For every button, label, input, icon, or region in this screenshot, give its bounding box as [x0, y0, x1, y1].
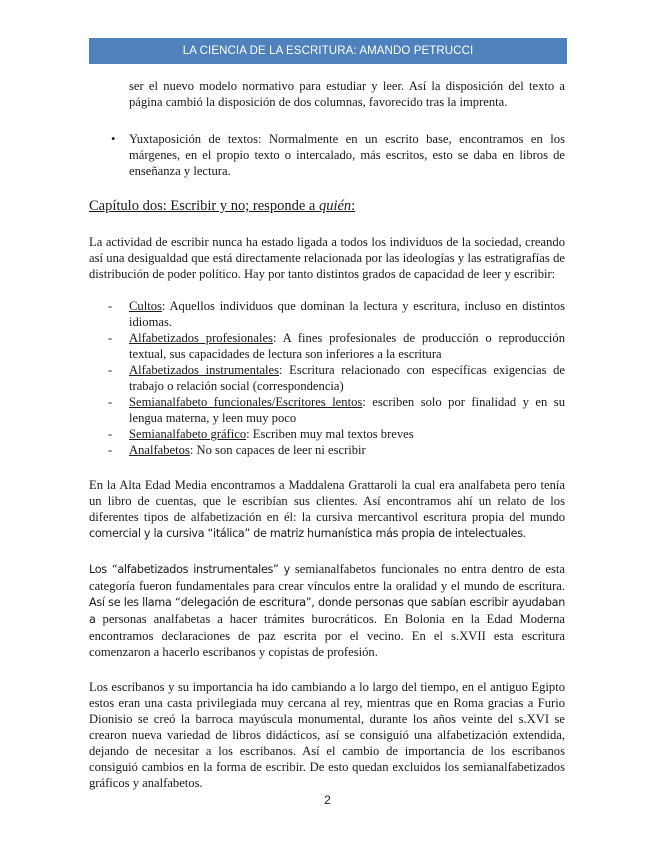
- chapter-title-prefix: Capítulo dos: Escribir y no; responde a: [89, 198, 319, 214]
- list-item: [89, 394, 565, 426]
- literacy-levels-list: [89, 298, 565, 458]
- list-item-desc: : escriben solo por finalidad y en su lengua materna, y leen muy poco: [129, 395, 565, 425]
- dash-marker: -: [108, 443, 113, 457]
- list-item: [89, 442, 565, 458]
- para1-text: En la Alta Edad Media encontramos a Maddalena Grattaroli la cual era analfabeta pero tenía un libro de cuentas, que le escribían sus clientes. Así encontramos ahí un relato de los diferentes tipos de alfabetización en él: la cursiva mercantivol escritura propia del mundo: [89, 478, 565, 524]
- para2-text-1: semianalfabetos funcionales no entra dentro de esta categoría fueron fundamentales para crear vínculos entre la oralidad y el mundo de escritura.: [89, 562, 565, 593]
- intro-paragraph: La actividad de escribir nunca ha estado ligada a todos los individuos de la sociedad, creando así una desigualdad que está directamente relacionada por las ideologías y las estratigrafías de distribución de poder político. Hay por tanto distintos grados de capacidad de leer y escribir:: [89, 235, 565, 281]
- para1-sans-text: comercial y la cursiva “itálica” de matriz humanística más propia de intelectuales: [89, 527, 523, 540]
- list-item-desc: : A fines profesionales de producción o reproducción textual, sus capacidades de lectura son inferiores a la escritura: [129, 331, 565, 361]
- chapter-title-emphasis: quién: [318, 198, 352, 214]
- list-item-term: Analfabetos: [129, 443, 190, 457]
- list-item: [89, 426, 565, 442]
- list-item-term: Alfabetizados instrumentales: [129, 363, 280, 377]
- continuation-text: ser el nuevo modelo normativo para estudiar y leer. Así la disposición del texto a página cambió la disposición de dos columnas, favorecido tras la imprenta.: [129, 79, 565, 109]
- list-item-desc: : Escritura relacionado con específicas exigencias de trabajo o relación social (correspondencia): [129, 363, 565, 393]
- chapter-title-suffix: :: [351, 198, 356, 214]
- list-item: [89, 362, 565, 394]
- dash-marker: -: [108, 363, 113, 377]
- para2-sans-text-1: Los “alfabetizados instrumentales” y: [89, 563, 290, 576]
- list-item: [89, 330, 565, 362]
- instrumentales-paragraph: [89, 561, 565, 660]
- list-item-term: Cultos: [129, 299, 162, 313]
- list-item-term: Semianalfabeto funcionales/Escritores lentos: [129, 395, 363, 409]
- dash-marker: -: [108, 299, 113, 313]
- dash-marker: -: [108, 331, 113, 345]
- document-body: [89, 78, 565, 791]
- bullet-text: Yuxtaposición de textos: Normalmente en un escrito base, encontramos en los márgenes, en el propio texto o intercalado, más escritos, esto se daba en libros de enseñanza y lectura.: [129, 132, 565, 178]
- page-header: [89, 38, 567, 64]
- header-title: LA CIENCIA DE LA ESCRITURA: AMANDO PETRUCCI: [182, 45, 474, 57]
- list-item-term: Alfabetizados profesionales: [129, 331, 273, 345]
- dash-marker: -: [108, 427, 113, 441]
- page-number: 2: [324, 793, 331, 807]
- escribanos-paragraph: Los escribanos y su importancia ha ido cambiando a lo largo del tiempo, en el antiguo Egipto estos eran una casta privilegiada muy cercana al rey, mientras que en Roma gracias a Furio Dionisio se creó la barroca mayúscula monumental, durante los años veinte del s.XVI se crearon nueva variedad de libros didácticos, así se consiguió una alfabetización extendida, dejando de necesitar a los escribanos. Así el cambio de importancia de los escribanos consiguió cambios en la forma de escribir. De esto quedan excluidos los semianalfabetizados gráficos y analfabetos.: [89, 680, 565, 790]
- para1-end: .: [522, 526, 526, 540]
- dash-marker: -: [108, 395, 113, 409]
- chapter-heading: [89, 197, 565, 215]
- bullet-item: [89, 131, 565, 179]
- list-item-desc: : Escriben muy mal textos breves: [246, 427, 414, 441]
- para2-sans-text-2: Así se les llama “delegación de escritura”, donde personas que sabían escribir ayudaban a: [89, 596, 565, 626]
- list-item: [89, 298, 565, 330]
- list-item-desc: : No son capaces de leer ni escribir: [189, 443, 366, 457]
- bullet-icon: •: [111, 132, 116, 146]
- list-item-desc: : Aquellos individuos que dominan la lectura y escritura, incluso en distintos idiomas.: [129, 299, 565, 329]
- para2-text-2: personas analfabetas a hacer trámites burocráticos. En Bolonia en la Edad Moderna encontramos declaraciones de paz escrita por el vecino. En el s.XVII esta escritura comenzaron a hacerlo escribanos y copistas de profesión.: [89, 612, 565, 659]
- list-item-term: Semianalfabeto gráfico: [129, 427, 247, 441]
- maddalena-paragraph: [89, 477, 565, 542]
